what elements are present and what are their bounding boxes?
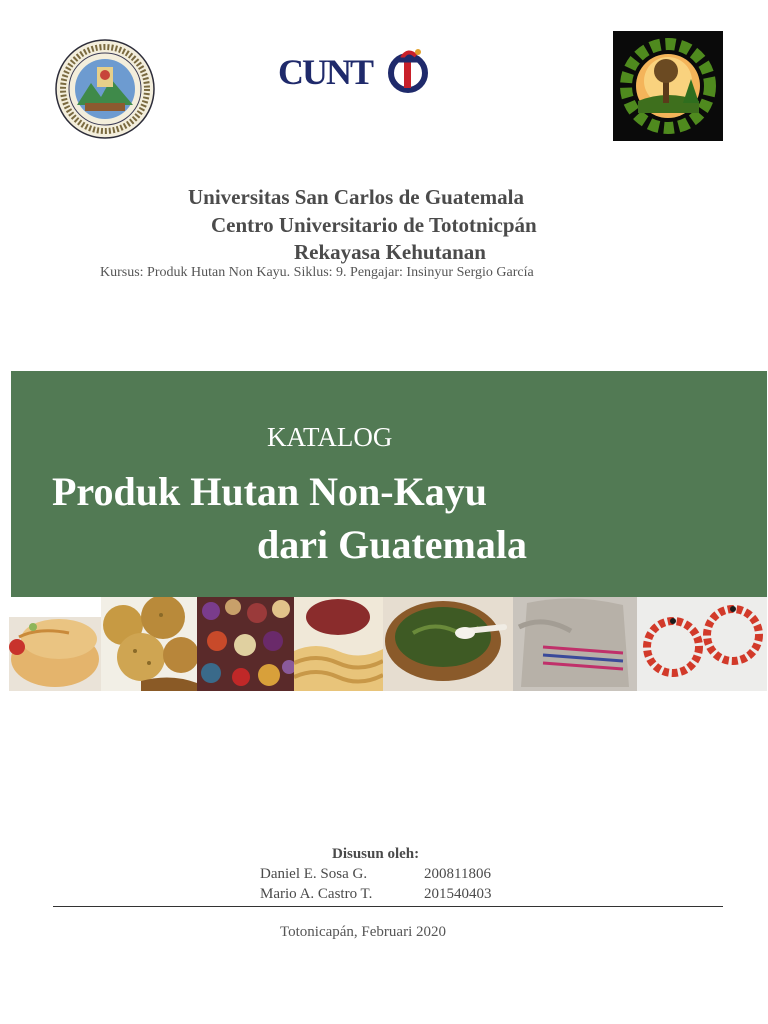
catalog-title-line2: dari Guatemala (257, 522, 527, 567)
tortilla-photo (9, 597, 101, 691)
red-seed-bracelets-photo (637, 597, 767, 691)
grains-and-rope-photo (294, 597, 383, 691)
author-id: 201540403 (424, 886, 492, 902)
seed-cookies-photo (101, 597, 197, 691)
center-name: Centro Universitario de Tototnicpán (211, 213, 537, 237)
author-name: Mario A. Castro T. (260, 886, 373, 902)
green-soup-photo (383, 597, 513, 691)
credits-heading: Disusun oleh: (332, 846, 420, 862)
cunt-logo (278, 44, 448, 94)
course-info: Kursus: Produk Hutan Non Kayu. Siklus: 9. Pengajar: Insinyur Sergio García (100, 265, 534, 280)
author-name: Daniel E. Sosa G. (260, 866, 368, 882)
department-name: Rekayasa Kehutanan (294, 240, 486, 264)
place-and-date: Totonicapán, Februari 2020 (280, 924, 446, 940)
title-banner (11, 371, 767, 597)
market-produce-photo (197, 597, 294, 691)
university-name: Universitas San Carlos de Guatemala (188, 185, 524, 209)
catalog-kicker: KATALOG (267, 422, 393, 452)
author-id: 200811806 (424, 866, 491, 882)
author-row (260, 886, 492, 903)
product-photo-strip (9, 597, 767, 691)
cunt-logo-text: CUNT (278, 52, 373, 92)
woven-bag-photo (513, 597, 637, 691)
author-row (260, 866, 491, 883)
catalog-title-line1: Produk Hutan Non-Kayu (52, 469, 487, 514)
divider (53, 906, 723, 907)
university-seal-icon (55, 39, 155, 139)
forest-emblem-icon (613, 31, 723, 141)
